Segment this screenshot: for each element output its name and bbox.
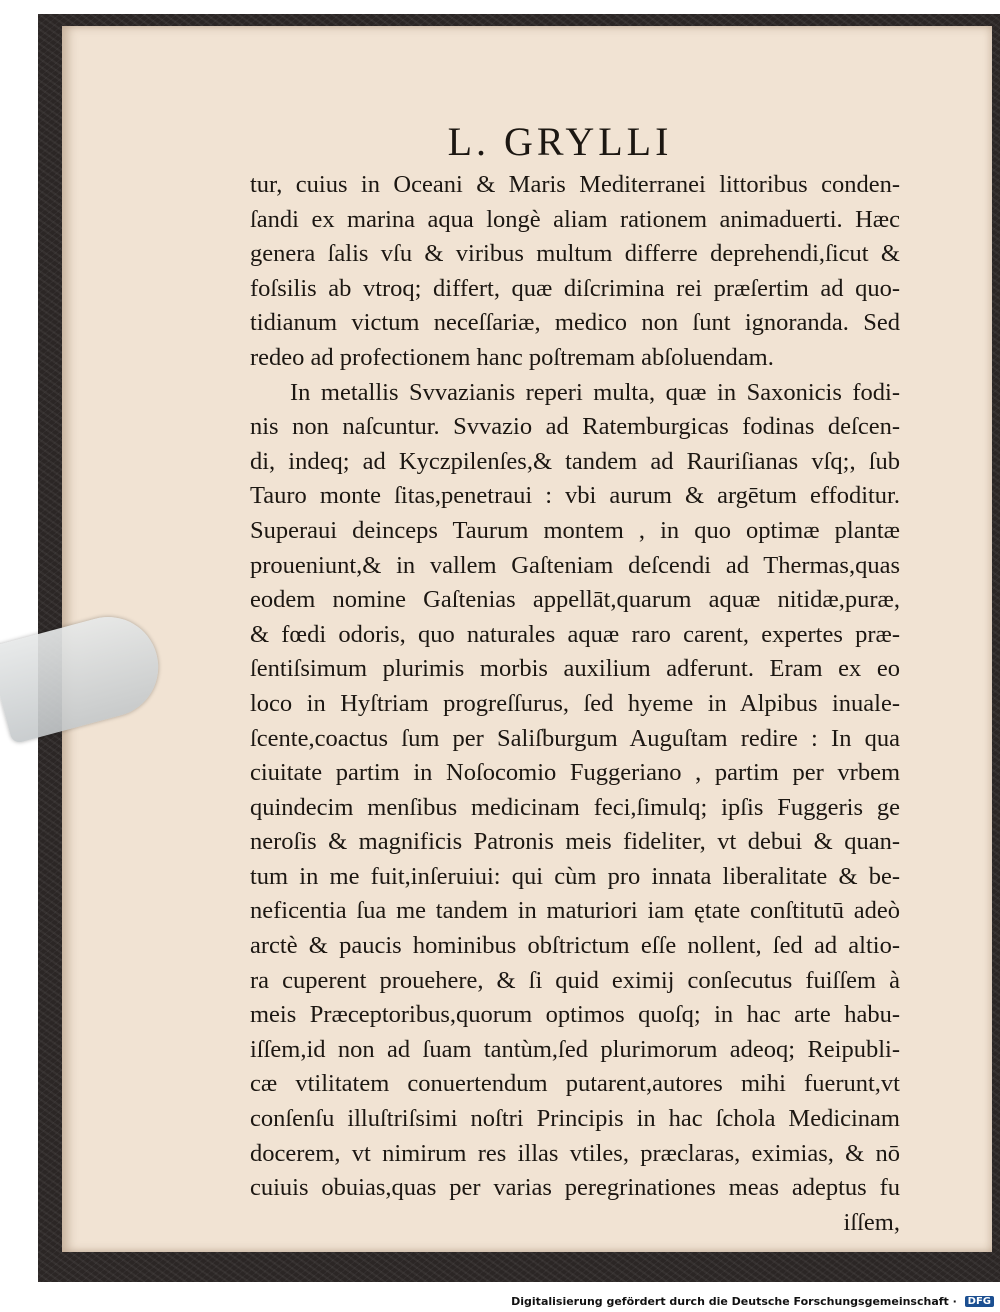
text-line: di, indeq; ad Kyczpilenſes,& tandem ad Rauriſianas vſq;, ſub	[250, 447, 900, 475]
text-line: docerem, vt nimirum res illas vtiles, præclaras, eximias, & nō	[250, 1139, 900, 1167]
text-line: ſandi ex marina aqua longè aliam rationem animaduerti. Hæc	[250, 205, 900, 233]
text-line: arctè & paucis hominibus obſtrictum eſſe nollent, ſed ad altio-	[250, 932, 900, 960]
text-line: neroſis & magnificis Patronis meis fideliter, vt debui & quan-	[250, 828, 900, 856]
text-line: ciuitate partim in Noſocomio Fuggeriano , partim per vrbem	[250, 759, 900, 787]
text-line: cæ vtilitatem conuertendum putarent,autores mihi fuerunt,vt	[250, 1070, 900, 1098]
text-line: proueniunt,& in vallem Gaſteniam deſcendi ad Thermas,quas	[250, 551, 900, 579]
text-line: tum in me fuit,inſeruiui: qui cùm pro innata liberalitate & be-	[250, 862, 900, 890]
text-line: redeo ad profectionem hanc poſtremam abſoluendam.	[250, 343, 774, 371]
footer-text: Digitalisierung gefördert durch die Deutsche Forschungsgemeinschaft ·	[511, 1295, 957, 1308]
dfg-logo: DFG	[965, 1296, 994, 1307]
text-line: ſentiſsimum plurimis morbis auxilium adferunt. Eram ex eo	[250, 655, 900, 683]
digitization-footer	[511, 1295, 994, 1308]
text-line: & fœdi odoris, quo naturales aquæ raro carent, expertes præ-	[250, 620, 900, 648]
text-line: cuiuis obuias,quas per varias peregrinationes meas adeptus fu	[250, 1174, 900, 1202]
body-text	[250, 168, 900, 1240]
text-line: In metallis Svvazianis reperi multa, quæ in Saxonicis fodi-	[290, 378, 900, 406]
text-line: eodem nomine Gaſtenias appellāt,quarum aquæ nitidæ,puræ,	[250, 586, 900, 614]
text-line: conſenſu illuſtriſsimi noſtri Principis in hac ſchola Medicinam	[250, 1105, 900, 1133]
text-line: Superaui deinceps Taurum montem , in quo optimæ plantæ	[250, 516, 900, 544]
text-line: nis non naſcuntur. Svvazio ad Ratemburgicas fodinas deſcen-	[250, 413, 900, 441]
text-line: tur, cuius in Oceani & Maris Mediterranei littoribus conden-	[250, 171, 900, 198]
text-line: iſſem,id non ad ſuam tantùm,ſed plurimorum adeoq; Reipubli-	[250, 1035, 900, 1063]
text-line: iſſem,	[843, 1208, 900, 1236]
text-line: foſsilis ab vtroq; differt, quæ diſcrimina rei præſertim ad quo-	[250, 274, 900, 302]
text-line: neficentia ſua me tandem in maturiori iam ętate conſtitutū adeò	[250, 897, 900, 925]
running-head: L. GRYLLI	[447, 119, 673, 164]
text-line: Tauro monte ſitas,penetraui : vbi aurum & argētum effoditur.	[250, 482, 900, 510]
text-line: tidianum victum neceſſariæ, medico non ſunt ignoranda. Sed	[250, 309, 900, 337]
text-line: genera ſalis vſu & viribus multum differre deprehendi,ſicut &	[250, 240, 900, 268]
text-line: ra cuperent prouehere, & ſi quid eximij conſecutus fuiſſem à	[250, 966, 900, 994]
text-line: meis Præceptoribus,quorum optimos quoſq; in hac arte habu-	[250, 1001, 900, 1029]
text-line: loco in Hyſtriam progreſſurus, ſed hyeme in Alpibus inuale-	[250, 689, 900, 717]
text-line: quindecim menſibus medicinam feci,ſimulq; ipſis Fuggeris ge	[250, 793, 900, 821]
text-line: ſcente,coactus ſum per Saliſburgum Auguſtam redire : In qua	[250, 724, 900, 752]
